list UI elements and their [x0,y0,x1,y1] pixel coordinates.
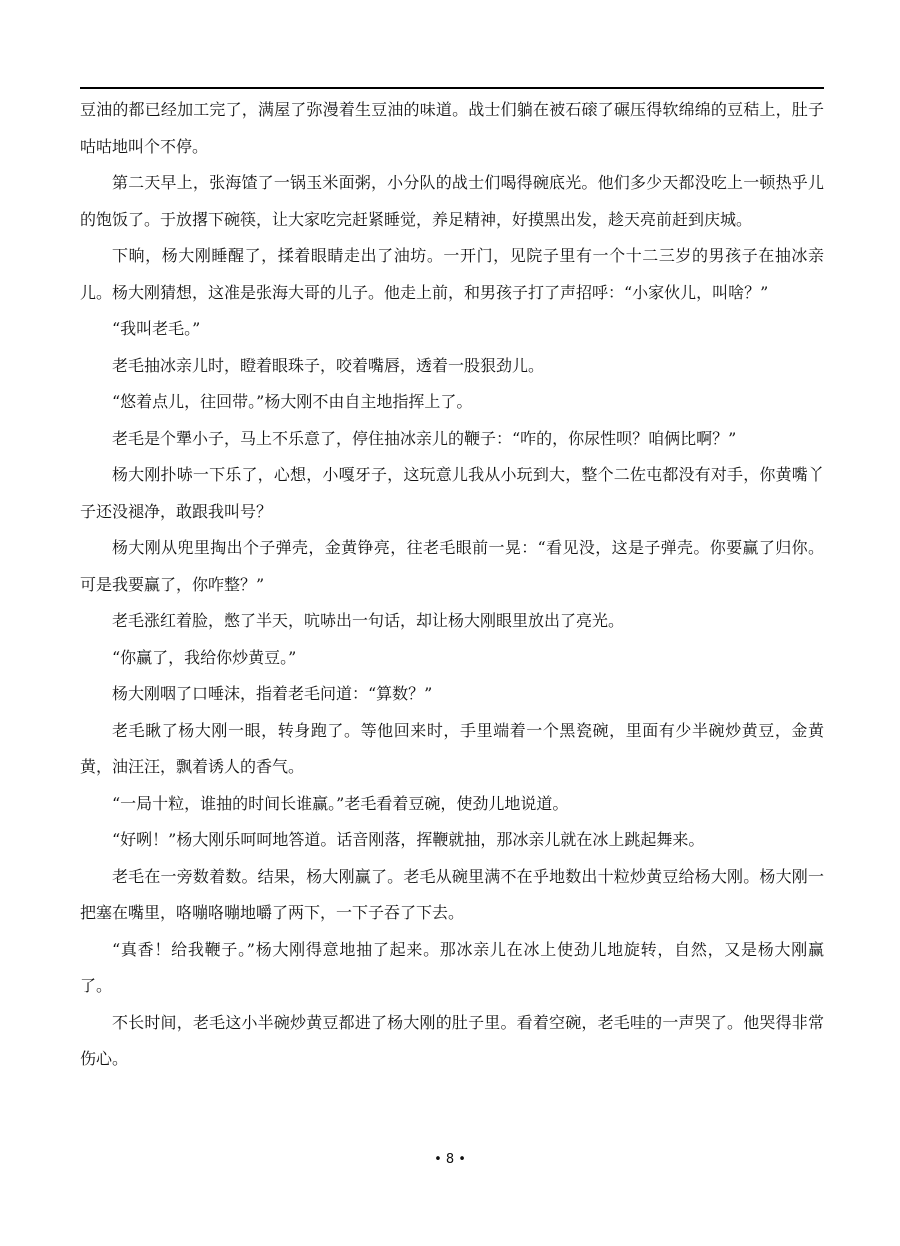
paragraph: “你赢了，我给你炒黄豆。” [112,647,297,667]
page-number: • 8 • [434,1152,466,1167]
paragraph: 老毛抽冰亲儿时，瞪着眼珠子，咬着嘴唇，透着一股狠劲儿。 [112,355,545,375]
paragraph: 第二天早上，张海馇了一锅玉米面粥，小分队的战士们喝得碗底光。他们多少天都没吃上一顿热乎儿的饱饭了。于放撂下碗筷，让大家吃完赶紧睡觉，养足精神，好摸黑出发，趁天亮前赶到庆城。 [80,173,824,229]
paragraph: 杨大刚咽了口唾沫，指着老毛问道：“算数？” [112,684,433,703]
paragraph: 老毛在一旁数着数。结果，杨大刚赢了。老毛从碗里满不在乎地数出十粒炒黄豆给杨大刚。杨大刚一把塞在嘴里，咯嘣咯嘣地嚼了两下，一下子吞了下去。 [80,866,824,922]
paragraph: “悠着点儿，往回带。”杨大刚不由自主地指挥上了。 [112,392,473,411]
paragraph: 老毛是个犟小子，马上不乐意了，停住抽冰亲儿的鞭子：“咋的，你尿性呗？咱俩比啊？” [112,428,737,448]
header-rule [80,87,824,89]
paragraph: “一局十粒，谁抽的时间长谁赢。”老毛看着豆碗，使劲儿地说道。 [112,793,569,813]
paragraph: 老毛瞅了杨大刚一眼，转身跑了。等他回来时，手里端着一个黑瓷碗，里面有少半碗炒黄豆，金黄黄，油汪汪，飘着诱人的香气。 [80,720,824,776]
paragraph: 不长时间，老毛这小半碗炒黄豆都进了杨大刚的肚子里。看着空碗，老毛哇的一声哭了。他哭得非常伤心。 [80,1012,824,1068]
paragraph: “真香！给我鞭子。”杨大刚得意地抽了起来。那冰亲儿在冰上使劲儿地旋转，自然，又是杨大刚赢了。 [80,939,824,995]
paragraph: 杨大刚扑哧一下乐了，心想，小嘎牙子，这玩意儿我从小玩到大，整个二佐屯都没有对手，你黄嘴丫子还没褪净，敢跟我叫号？ [80,465,824,521]
paragraph: “好咧！”杨大刚乐呵呵地答道。话音刚落，挥鞭就抽，那冰亲儿就在冰上跳起舞来。 [112,830,705,849]
paragraph: 杨大刚从兜里掏出个子弹壳，金黄铮亮，往老毛眼前一晃：“看见没，这是子弹壳。你要赢了归你。可是我要赢了，你咋整？” [80,538,824,594]
paragraph: 豆油的都已经加工完了，满屋了弥漫着生豆油的味道。战士们躺在被石磙了碾压得软绵绵的豆秸上，肚子咕咕地叫个不停。 [80,100,824,156]
paragraph: “我叫老毛。” [112,319,201,338]
paragraph: 下晌，杨大刚睡醒了，揉着眼睛走出了油坊。一开门，见院子里有一个十二三岁的男孩子在抽冰亲儿。杨大刚猜想，这准是张海大哥的儿子。他走上前，和男孩子打了声招呼：“小家伙儿，叫啥？” [80,246,824,302]
paragraph: 老毛涨红着脸，憋了半天，吭哧出一句话，却让杨大刚眼里放出了亮光。 [112,611,625,630]
article-body [80,92,824,1078]
